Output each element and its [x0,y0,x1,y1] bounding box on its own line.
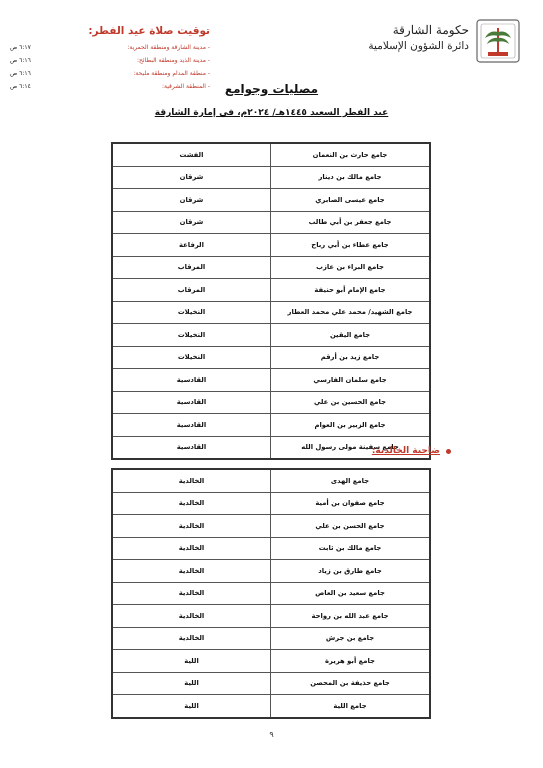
table-row [112,492,430,515]
area-cell: اللية [112,672,271,695]
area-cell: اللية [112,695,271,718]
area-cell: القادسية [112,391,271,414]
timing-row [10,67,210,80]
area-cell: الخالدية [112,515,271,538]
table-row [112,166,430,189]
mosques-table-2 [111,468,431,719]
area-cell: شرقان [112,166,271,189]
mosque-name-cell: جامع حارث بن النعمان [271,143,431,166]
table-row [112,605,430,628]
sharjah-logo [341,18,521,64]
area-cell: القادسية [112,414,271,437]
area-cell: النخيلات [112,346,271,369]
timing-time: ٦:١٤ ص [10,83,31,90]
mosque-name-cell: جامع سعيد بن العاص [271,582,431,605]
mosques-table-1 [111,142,431,460]
page-number: ٩ [269,730,274,739]
area-cell: النخيلات [112,301,271,324]
emblem-icon [475,18,521,64]
mosque-name-cell: جامع الحسين بن علي [271,391,431,414]
timing-label: - المنطقة الشرقية: [161,83,210,90]
table-row [112,279,430,302]
table-row [112,324,430,347]
table-row [112,537,430,560]
area-cell: الخالدية [112,605,271,628]
area-cell: الخالدية [112,582,271,605]
area-cell: الفشت [112,143,271,166]
mosque-name-cell: جامع عطاء بن أبي رباح [271,234,431,257]
table-row [112,469,430,492]
mosque-name-cell: جامع مالك بن ثابت [271,537,431,560]
table-row [112,301,430,324]
area-cell: شرقان [112,211,271,234]
logo-text [341,22,469,54]
timing-time: ٦:١٧ ص [10,44,31,51]
mosque-name-cell: جامع زيد بن أرقم [271,346,431,369]
area-cell: الرفاعة [112,234,271,257]
mosque-name-cell: جامع عبد الله بن رواحة [271,605,431,628]
table-row [112,414,430,437]
mosque-name-cell: جامع اللية [271,695,431,718]
timing-label: - مدينة الذيد ومنطقة البطائح: [136,57,210,64]
area-cell: المرقاب [112,256,271,279]
table-row [112,560,430,583]
mosque-name-cell: جامع بن جرش [271,627,431,650]
mosque-name-cell: جامع مالك بن دينار [271,166,431,189]
table-row [112,189,430,212]
table-row [112,369,430,392]
mosque-name-cell: جامع حذيفة بن المحصن [271,672,431,695]
area-cell: القادسية [112,369,271,392]
timing-row [10,54,210,67]
timing-time: ٦:١٦ ص [10,70,31,77]
timing-row [10,41,210,54]
timing-time: ٦:١٦ ص [10,57,31,64]
mosque-name-cell: جامع الشهيد/ محمد علي محمد العطار [271,301,431,324]
area-cell: النخيلات [112,324,271,347]
mosque-name-cell: جامع سلمان الفارسي [271,369,431,392]
table-row [112,234,430,257]
area-cell: الخالدية [112,492,271,515]
mosque-name-cell: جامع اليقين [271,324,431,347]
area-cell: الخالدية [112,537,271,560]
area-cell: القادسية [112,436,271,459]
table-row [112,256,430,279]
mosque-name-cell: جامع عيسى الصابري [271,189,431,212]
mosque-name-cell: جامع سفينة مولى رسول الله [271,436,431,459]
mosque-name-cell: جامع الزبير بن العوام [271,414,431,437]
section-khalidiya-header [372,446,451,456]
mosque-name-cell: جامع الهدى [271,469,431,492]
area-cell: شرقان [112,189,271,212]
table-row [112,695,430,718]
mosque-name-cell: جامع أبو هريرة [271,650,431,673]
page-subtitle: عيد الفطر السعيد ١٤٤٥هـ/ ٢٠٢٤م، في إمارة الشارقة [154,108,389,118]
page-title: مصليات وجوامع [224,82,319,96]
logo-government-name: حكومة الشارقة [392,23,469,37]
area-cell: الخالدية [112,560,271,583]
area-cell: المرقاب [112,279,271,302]
mosques-table-body [112,469,430,718]
area-cell: الخالدية [112,627,271,650]
table-row [112,627,430,650]
mosque-name-cell: جامع طارق بن زياد [271,560,431,583]
timing-label: - مدينة الشارقة ومنطقة الحمرية: [127,44,210,51]
timing-title: توقيت صلاة عيد الفطر: [88,25,210,37]
table-row [112,391,430,414]
bullet-icon [446,449,451,454]
table-row [112,672,430,695]
table-row [112,346,430,369]
table-row [112,650,430,673]
table-row [112,582,430,605]
area-cell: اللية [112,650,271,673]
mosque-name-cell: جامع الحسن بن علي [271,515,431,538]
table-row [112,515,430,538]
timing-label: - منطقة المدام ومنطقة مليحة: [133,70,210,77]
mosque-name-cell: جامع صفوان بن أمية [271,492,431,515]
mosques-table-body [112,143,430,459]
table-row [112,211,430,234]
table-row [112,143,430,166]
logo-department-name: دائرة الشؤون الإسلامية [368,40,469,52]
section-title: ضاحية الخالدية: [371,446,440,456]
mosque-name-cell: جامع البراء بن عازب [271,256,431,279]
mosque-name-cell: جامع جعفر بن أبي طالب [271,211,431,234]
area-cell: الخالدية [112,469,271,492]
mosque-name-cell: جامع الإمام أبو حنيفة [271,279,431,302]
